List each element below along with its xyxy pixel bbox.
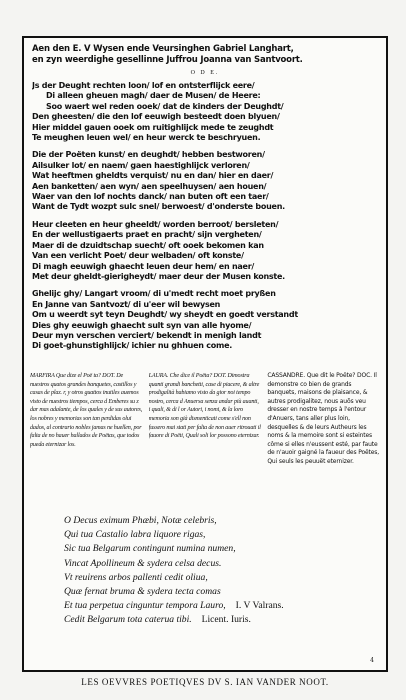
poem-line: Di magh eeuwigh ghaecht leuen deur hem/ en naer/ [32,261,255,271]
stanza [32,150,380,212]
poem-line: Want de Tydt wozpt sulc snel/ berwoest/ d'onderste bouen. [32,202,285,212]
stanza [32,220,380,282]
poem-line: Hier middel gauen ooek om ruitighlijck mede te zeughdt [32,122,274,132]
latin-line: Et tua perpetua cinguntur tempora Lauro, [64,600,226,612]
heading-line-2: en zyn weerdighe gesellinne Juffrou Joanna van Santvoort. [32,55,303,65]
poem-line: Met deur gheldt-gierigheydt/ maer deur der Musen konste. [32,271,285,281]
poem-line: Te meughen leuen wel/ en heur werck te beschryuen. [32,133,261,143]
poem-line: Wat heeftmen gheldts verquist/ nu en dan/ hier en daer/ [32,171,274,181]
poem-line: Van een verlicht Poet/ deur welbaden/ oft konste/ [32,251,244,261]
poem-line: Soo waert wel reden ooek/ dat de kinders der Deughdt/ [46,101,284,111]
latin-line: Vincat Apollineum & sydera celsa decus. [64,557,222,569]
latin-poem [64,514,380,628]
stanza [32,289,380,351]
french-dialogue: CASSANDRE. Que dit le Poëte? DOC. Il demonstre co bien de grands banquets, maisons de plaisance, & autres prodigalitez, nous auõs veu dresser en nostre temps à l'entour d'Anuers, tans aller plus loin, desquelles & de leurs Autheurs les noms & la memoire sont si esteintes côme si elles n'eussent esté, par faute de n'auoir gaigné la faueur des Poëtes, Qui seuls les peuuët eternizer. [267,372,379,465]
poem-line: Di alleen gheuen magh/ daer de Musen/ de Heere: [46,91,261,101]
poem-line: En der wellustigaerts praet en pracht/ sijn vergheten/ [32,230,262,240]
poem-line: Den gheesten/ die den lof eeuwigh besteedt doen blyuen/ [32,112,280,122]
poem-line: Dies ghy eeuwigh ghaecht sult syn van alle hyome/ [32,320,252,330]
page-number: 4 [370,657,374,664]
latin-line: Qui tua Castalio labra liquore rigas, [64,529,206,541]
signature-name: I. V Valrans. [235,600,284,612]
latin-line: Cedit Belgarum tota caterua tibi. [64,614,192,626]
poem-line: Heur cleeten en heur gheeldt/ worden berroot/ bersleten/ [32,219,279,229]
poem-line: Deur myn verschen verciert/ bekendt in menigh landt [32,330,262,340]
running-footer: LES OEVVRES POETIQVES DV S. IAN VANDER NOOT. [81,677,329,687]
ode-label: O D E. [190,70,220,76]
page-frame [22,36,388,672]
latin-line-with-signature [64,613,380,627]
poem-line: Maer di de dzuidtschap suecht/ oft ooek bekomen kan [32,240,264,250]
signature-title: Licent. Iuris. [201,614,251,626]
poem-line: Die der Poëten kunst/ en deughdt/ hebben bestworen/ [32,150,265,160]
dedication-heading [32,44,378,66]
poem-line: En Janne van Santvozt/ di u'eer wil bewysen [32,299,221,309]
translation-columns [30,372,380,512]
latin-line: Quæ fernat bruma & sydera tecta comas [64,586,221,598]
heading-line-1: Aen den E. V Wysen ende Veursinghen Gabriel Langhart, [32,44,294,54]
latin-line-with-signature [64,599,380,613]
stanza [32,81,380,143]
latin-line: O Decus eximum Phæbi, Notæ celebris, [64,515,217,526]
poem-line: Ghelijc ghy/ Langart vroom/ di u'medt recht moet pryßen [32,289,276,299]
poem-line: Di goet-ghunstighlijck/ ichier nu ghhuen come. [32,341,233,351]
dutch-ode-poem [32,81,380,359]
poem-line: Waer van den lof nochts danck/ nan buten oft een taer/ [32,192,269,202]
latin-line: Vt reuirens arbos pallenti cedit oliua, [64,571,208,583]
poem-line: Om u weerdt syt teyn Deughdt/ wy sheydt en goedt verstandt [32,310,298,320]
spanish-dialogue: MARFIRA Que dize el Poë ta? DOT. De nuestros quatos grandes banquetes, castillos y casas de plaz. r, y otros guattos inutiles auemos visto de nuestros tiempos, cerca d Emberes su z dar mas adalante, de los quales y de sus autores, los nobres y memorias son tan perdidas olui dados, al contrario nobles jamas ne huellen, por falta de no hauer hallados de Poëtas, que todos pueda eternizar los. [30,373,143,448]
poem-line: Aen banketten/ aen wyn/ aen speelhuysen/ aen houen/ [32,181,267,191]
poem-line: Ailsulker lot/ en naem/ gaen haestighlijck verloren/ [32,160,250,170]
latin-line: Sic tua Belgarum contingunt numina numen, [64,543,236,555]
poem-line: Js der Deught rechten loon/ lof en ontsterflijck eere/ [32,81,255,90]
italian-dialogue: LAURA. Che dice il Poëta? DOT. Dimostra quanti grandi banchetti, case di piacere, & altre prodigalità habiamo visto da gior noi tempo nostro, cerca d Anuersa senza andar più auanti, i quali, & di l or Autori, i nomi, & la loro memoria son già dismenticati come s'ell non fussero mai stati per falta de non auer ritrouati il fauore di Poëti, Quali soli lor possono eternizar. [148,373,261,440]
